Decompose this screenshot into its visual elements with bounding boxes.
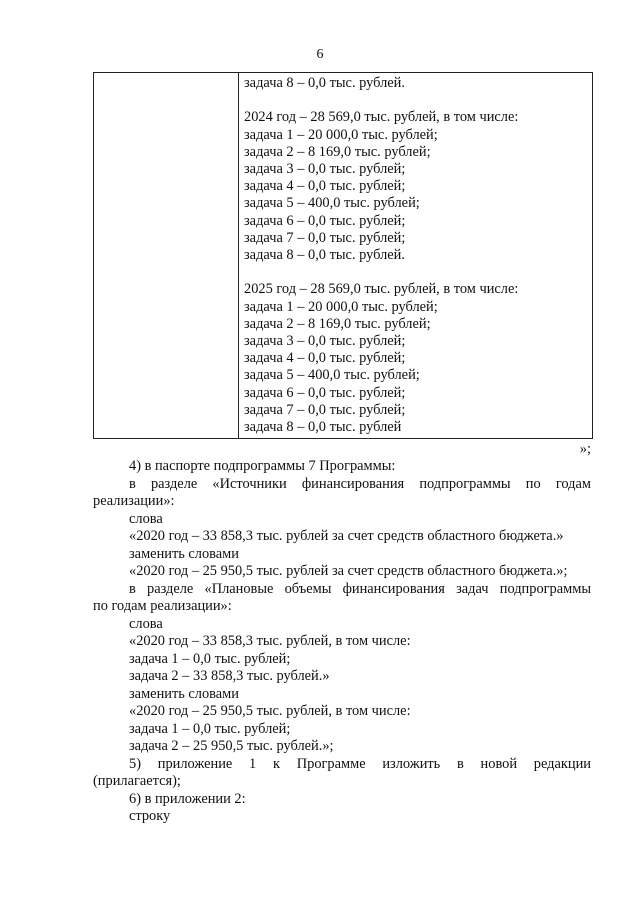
document-body xyxy=(93,458,591,826)
table-right-cell xyxy=(244,75,588,436)
table-line: задача 5 – 400,0 тыс. рублей; xyxy=(244,195,420,212)
paragraph-item-5: 5) приложение 1 к Программе изложить в новой редакции xyxy=(129,755,591,772)
paragraph-line: «2020 год – 33 858,3 тыс. рублей за счет средств областного бюджета.» xyxy=(129,528,564,544)
paragraph-line: задача 2 – 25 950,5 тыс. рублей.»; xyxy=(129,738,334,754)
paragraph-line: слова xyxy=(129,510,163,527)
table-line: задача 5 – 400,0 тыс. рублей; xyxy=(244,367,420,384)
paragraph-line: «2020 год – 33 858,3 тыс. рублей, в том числе: xyxy=(129,633,411,649)
table-line: задача 7 – 0,0 тыс. рублей; xyxy=(244,229,406,246)
table-line: задача 2 – 8 169,0 тыс. рублей; xyxy=(244,143,431,160)
table-line: задача 8 – 0,0 тыс. рублей. xyxy=(244,247,405,264)
paragraph-line: «2020 год – 25 950,5 тыс. рублей за счет средств областного бюджета.»; xyxy=(129,563,568,579)
paragraph-line: (прилагается); xyxy=(93,773,181,789)
paragraph-line: задача 2 – 33 858,3 тыс. рублей.» xyxy=(129,668,330,684)
paragraph-item-4: 4) в паспорте подпрограммы 7 Программы: xyxy=(129,458,396,474)
table-line: задача 8 – 0,0 тыс. рублей. xyxy=(244,75,405,91)
paragraph-line: заменить словами xyxy=(129,685,239,702)
table-line: задача 1 – 20 000,0 тыс. рублей; xyxy=(244,126,438,143)
table-line: задача 3 – 0,0 тыс. рублей; xyxy=(244,161,406,177)
paragraph-line: по годам реализации»: xyxy=(93,598,232,614)
table-line: задача 4 – 0,0 тыс. рублей; xyxy=(244,178,406,195)
table-line: задача 8 – 0,0 тыс. рублей xyxy=(244,419,402,436)
funding-table xyxy=(93,72,593,439)
table-blank-line xyxy=(244,264,588,281)
table-line: задача 7 – 0,0 тыс. рублей; xyxy=(244,401,406,418)
table-column-divider xyxy=(238,73,239,438)
table-line: 2025 год – 28 569,0 тыс. рублей, в том числе: xyxy=(244,281,519,298)
page-number: 6 xyxy=(316,47,324,62)
paragraph-line: «2020 год – 25 950,5 тыс. рублей, в том числе: xyxy=(129,703,411,719)
paragraph-line: строку xyxy=(129,808,171,824)
paragraph-line: в разделе «Источники финансирования подпрограммы по годам xyxy=(129,475,591,492)
paragraph-line: слова xyxy=(129,615,163,632)
table-line: задача 1 – 20 000,0 тыс. рублей; xyxy=(244,298,438,315)
table-line: задача 6 – 0,0 тыс. рублей; xyxy=(244,384,406,401)
paragraph-line: в разделе «Плановые объемы финансирования задач подпрограммы xyxy=(129,580,591,597)
table-blank-line xyxy=(244,92,588,109)
table-line: задача 3 – 0,0 тыс. рублей; xyxy=(244,333,406,350)
paragraph-line: заменить словами xyxy=(129,545,239,562)
closing-quote: »; xyxy=(579,441,591,457)
paragraph-item-6: 6) в приложении 2: xyxy=(129,790,246,807)
paragraph-line: задача 1 – 0,0 тыс. рублей; xyxy=(129,650,291,667)
paragraph-line: реализации»: xyxy=(93,493,175,509)
table-line: задача 4 – 0,0 тыс. рублей; xyxy=(244,350,406,367)
table-line: задача 2 – 8 169,0 тыс. рублей; xyxy=(244,315,431,332)
table-line: задача 6 – 0,0 тыс. рублей; xyxy=(244,212,406,229)
paragraph-line: задача 1 – 0,0 тыс. рублей; xyxy=(129,720,291,737)
table-line: 2024 год – 28 569,0 тыс. рублей, в том числе: xyxy=(244,109,519,126)
